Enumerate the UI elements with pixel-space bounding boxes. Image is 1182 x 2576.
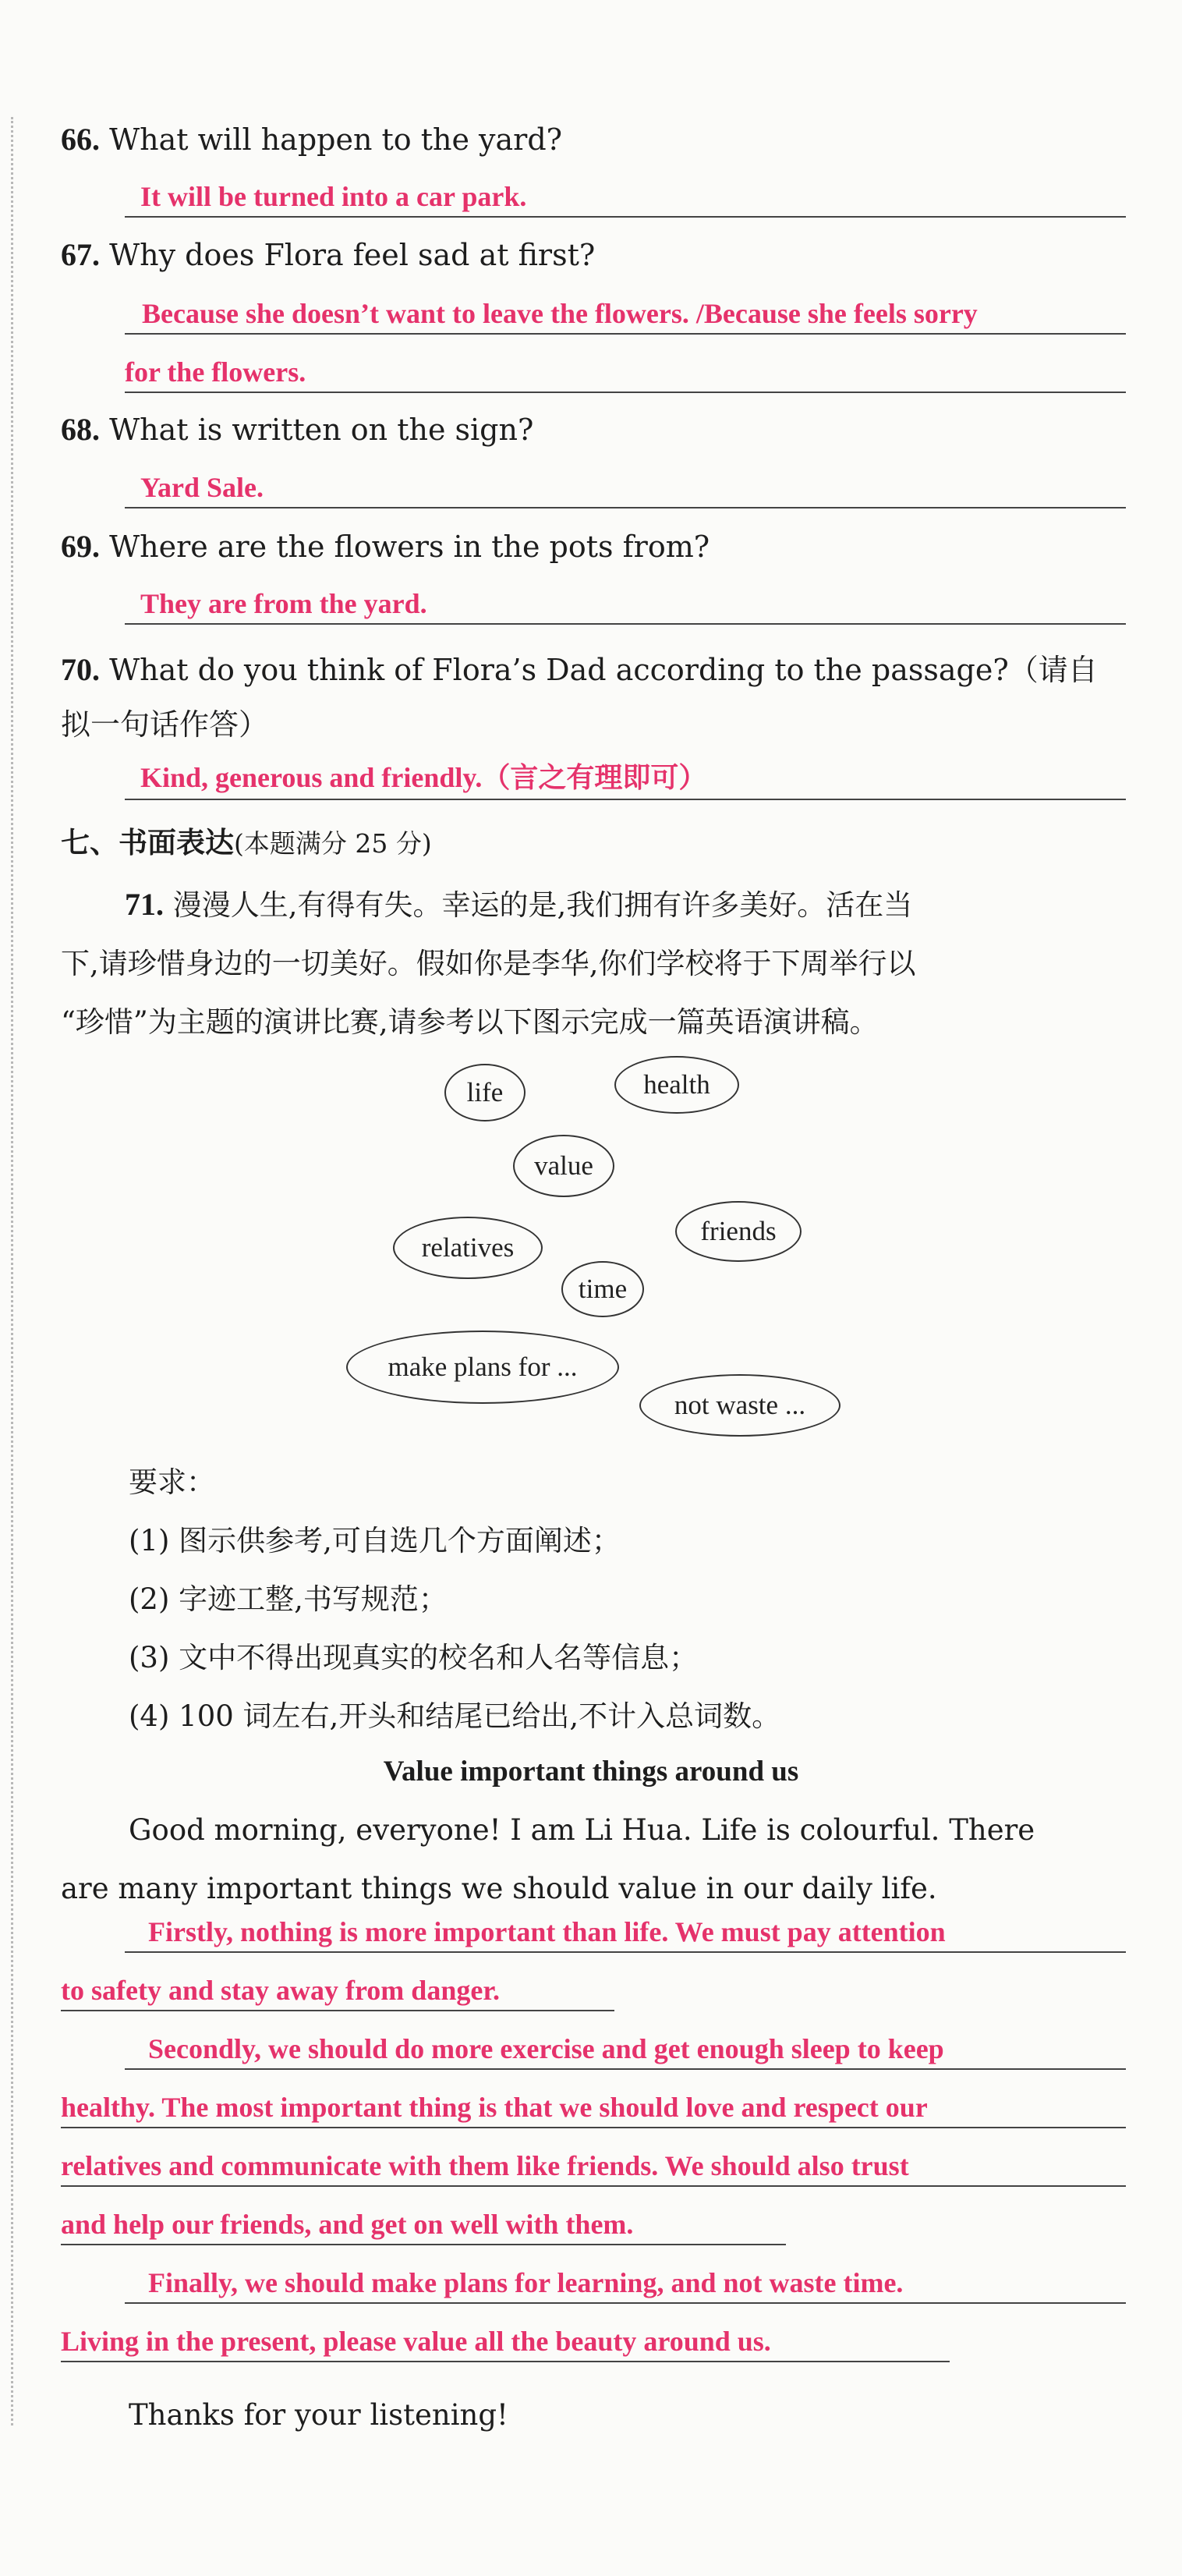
mindmap-friends: friends (675, 1201, 802, 1262)
mindmap-not-waste: not waste ... (639, 1374, 840, 1437)
question-text: Why does Flora feel sad at first? (109, 238, 596, 272)
prompt-text: 漫漫人生,有得有失。幸运的是,我们拥有许多美好。活在当 (172, 888, 913, 922)
requirement-item: (4) 100 词左右,开头和结尾已给出,不计入总词数。 (129, 1699, 781, 1733)
answer-text: It will be turned into a car park. (140, 181, 527, 212)
answer-text: Because she doesn’t want to leave the flowers. /Because she feels sorry (142, 298, 978, 329)
requirement-item: (3) 文中不得出现真实的校名和人名等信息； (129, 1641, 699, 1674)
question-text: Where are the flowers in the pots from? (109, 530, 710, 564)
essay-intro-line-2: are many important things we should value in our daily life. (61, 1872, 937, 1905)
requirement-item: (2) 字迹工整,书写规范； (129, 1582, 448, 1616)
essay-answer-line: Secondly, we should do more exercise and get enough sleep to keep (125, 2028, 1126, 2070)
question-number: 70. (61, 652, 100, 687)
essay-answer-line: Finally, we should make plans for learning, and not waste time. (125, 2262, 1126, 2304)
prompt-line-2: 下,请珍惜身边的一切美好。假如你是李华,你们学校将于下周举行以 (61, 947, 916, 980)
question-text: What will happen to the yard? (109, 122, 563, 157)
essay-answer-line: healthy. The most important thing is that we should love and respect our (61, 2086, 1126, 2128)
question-number: 68. (61, 412, 100, 447)
essay-intro-line-1: Good morning, everyone! I am Li Hua. Life is colourful. There (129, 1813, 1035, 1847)
answer-text: They are from the yard. (140, 588, 427, 619)
essay-answer-line: Living in the present, please value all the beauty around us. (61, 2320, 950, 2362)
question-number: 67. (61, 237, 100, 272)
question-text-line-2: 拟一句话作答） (61, 707, 269, 742)
section-score: (本题满分 25 分) (234, 828, 432, 859)
mindmap-value: value (513, 1135, 614, 1197)
requirements-heading: 要求： (129, 1465, 215, 1499)
question-text: What do you think of Flora’s Dad according to the passage?（请自 (109, 653, 1098, 687)
answer-69 (125, 583, 1126, 625)
question-68 (61, 411, 533, 448)
question-text: What is written on the sign? (109, 413, 534, 447)
question-67 (61, 236, 595, 273)
mindmap-health: health (614, 1056, 739, 1114)
question-69 (61, 528, 710, 565)
answer-text: for the flowers. (125, 356, 306, 388)
mindmap-life: life (444, 1064, 526, 1121)
prompt-line-3: “珍惜”为主题的演讲比赛,请参考以下图示完成一篇英语演讲稿。 (61, 1005, 879, 1039)
answer-70 (125, 758, 1126, 800)
essay-title: Value important things around us (383, 1756, 799, 1788)
margin-dotted-line (11, 117, 13, 2425)
question-number: 69. (61, 529, 100, 564)
answer-text: Kind, generous and friendly.（言之有理即可） (140, 762, 707, 793)
answer-68 (125, 466, 1126, 508)
mindmap-relatives: relatives (393, 1217, 543, 1279)
essay-closing: Thanks for your listening! (129, 2398, 508, 2432)
question-number: 66. (61, 122, 100, 157)
mindmap-time: time (561, 1261, 644, 1317)
answer-67-line-1 (125, 292, 1126, 335)
essay-answer-line: to safety and stay away from danger. (61, 1969, 614, 2011)
mindmap-make-plans: make plans for ... (346, 1331, 619, 1404)
answer-67-line-2 (125, 351, 1126, 393)
section-heading (61, 819, 432, 861)
section-title: 七、书面表达 (61, 825, 234, 859)
answer-text: Yard Sale. (140, 472, 264, 503)
answer-66 (125, 175, 1126, 218)
essay-answer-line: and help our friends, and get on well with them. (61, 2203, 786, 2245)
question-number: 71. (125, 887, 164, 922)
requirement-item: (1) 图示供参考,可自选几个方面阐述； (129, 1524, 621, 1557)
prompt-line-1 (125, 881, 912, 923)
essay-answer-line: Firstly, nothing is more important than life. We must pay attention (125, 1911, 1126, 1953)
question-66 (61, 121, 562, 158)
essay-answer-line: relatives and communicate with them like friends. We should also trust (61, 2145, 1126, 2187)
question-70 (61, 646, 1098, 689)
